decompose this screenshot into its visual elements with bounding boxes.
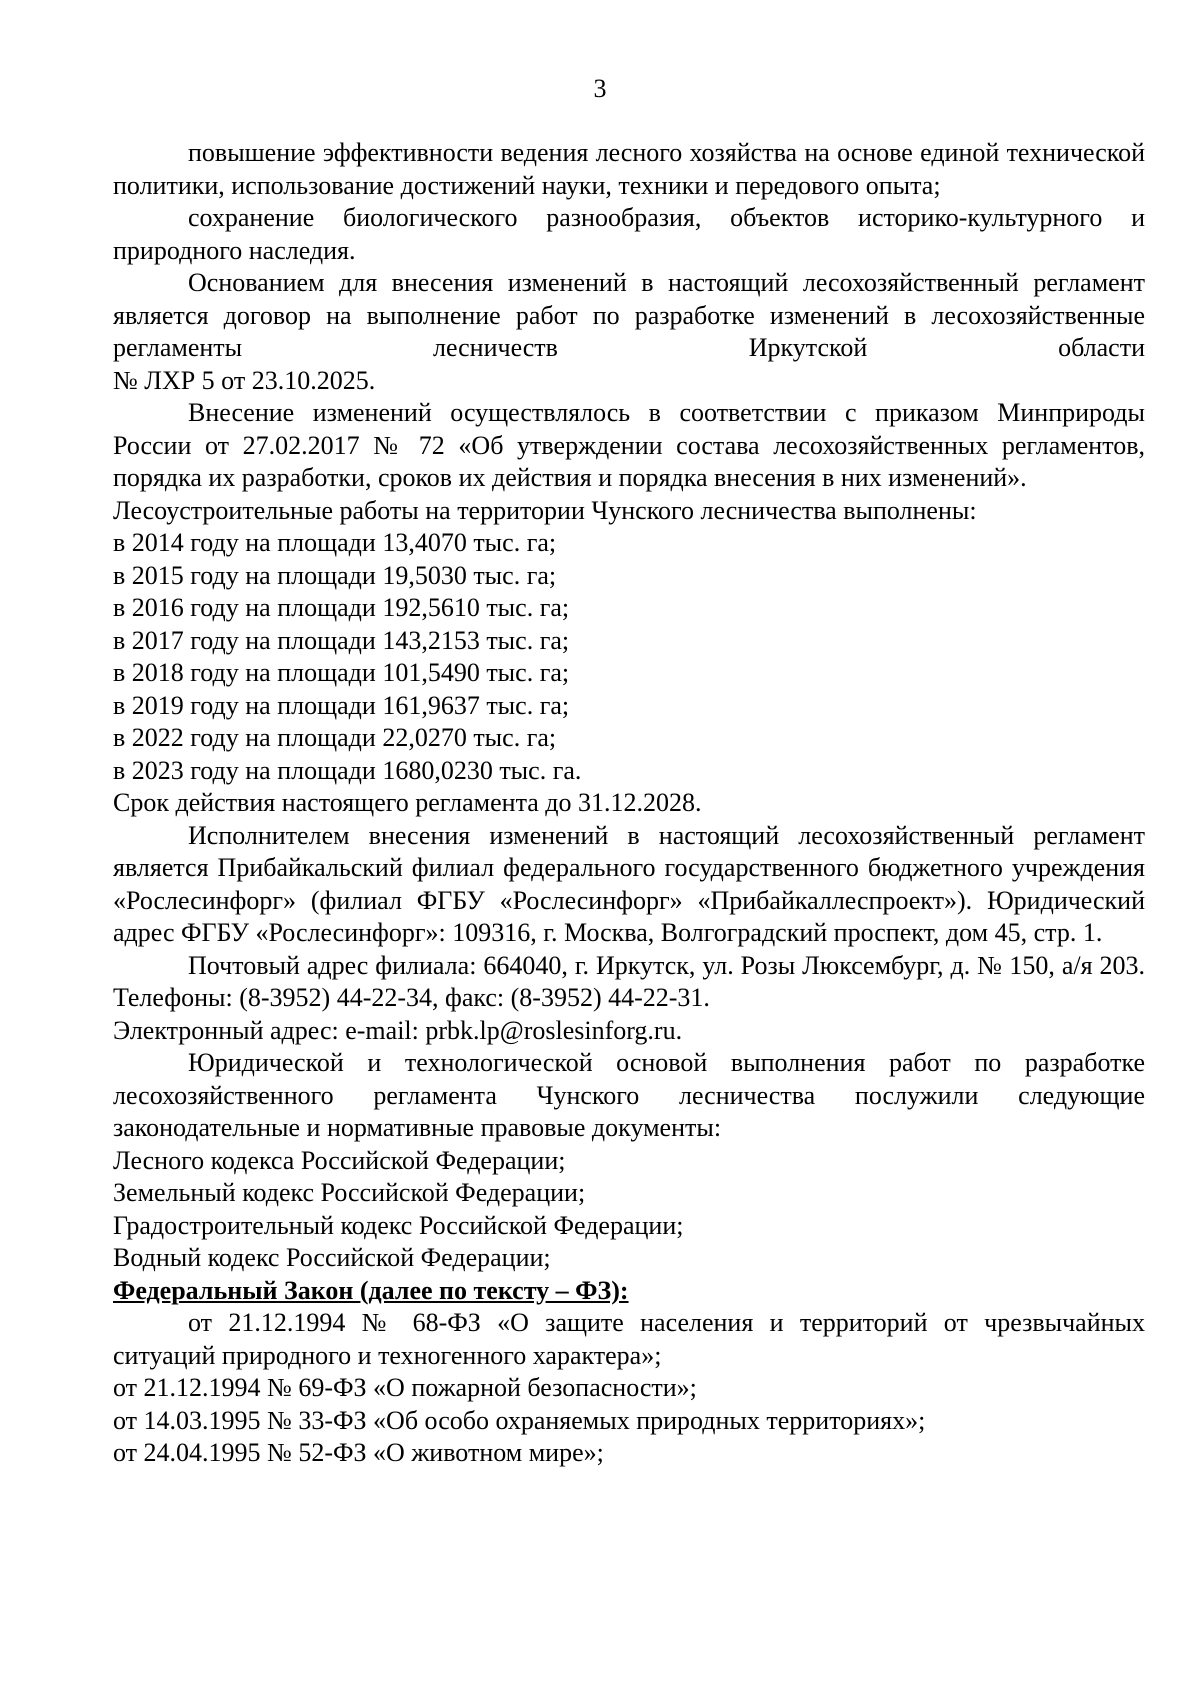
- paragraph-basis: Основанием для внесения изменений в настоящий лесохозяйственный регламент является договор на выполнение работ по разработке изменений в лесохозяйственные регламенты лесничеств Иркутской области: [113, 268, 1145, 362]
- paragraph-postal-address: Почтовый адрес филиала: 664040, г. Иркутск, ул. Розы Люксембург, д. № 150, а/я 203. Телефоны: (8-3952) 44-22-34, факс: (8-3952) 44-22-31.: [113, 950, 1145, 1012]
- survey-year-item: в 2018 году на площади 101,5490 тыс. га;: [113, 658, 570, 687]
- paragraph-legal-basis: Юридической и технологической основой выполнения работ по разработке лесохозяйственного регламента Чунского лесничества послужили следующие законодательные и нормативные правовые документы:: [113, 1048, 1145, 1142]
- federal-law-item: от 21.12.1994 № 68-ФЗ «О защите населения и территорий от чрезвычайных ситуаций природного и техногенного характера»;: [113, 1308, 1145, 1370]
- paragraph-email: Электронный адрес: e-mail: prbk.lp@roslesinforg.ru.: [113, 1015, 683, 1045]
- code-item: Градостроительный кодекс Российской Федерации;: [113, 1210, 684, 1240]
- survey-year-item: в 2014 году на площади 13,4070 тыс. га;: [113, 528, 557, 557]
- paragraph-executor: Исполнителем внесения изменений в настоящий лесохозяйственный регламент является Прибайкальский филиал федерального государственного бюджетного учреждения «Рослесинфорг» (филиал ФГБУ «Рослесинфорг» «Прибайкаллеспроект»). Юридический адрес ФГБУ «Рослесинфорг»: 109316, г. Москва, Волгоградский проспект, дом 45, стр. 1.: [113, 820, 1145, 947]
- paragraph-basis-contract-number: № ЛХР 5 от 23.10.2025.: [113, 365, 376, 395]
- paragraph-survey-intro: Лесоустроительные работы на территории Чунского лесничества выполнены:: [113, 495, 977, 525]
- federal-law-item: от 14.03.1995 № 33-ФЗ «Об особо охраняемых природных территориях»;: [113, 1405, 926, 1435]
- paragraph-efficiency: повышение эффективности ведения лесного хозяйства на основе единой технической политики, использование достижений науки, техники и передового опыта;: [113, 138, 1145, 200]
- page-number: 3: [593, 74, 607, 103]
- survey-year-item: в 2015 году на площади 19,5030 тыс. га;: [113, 560, 557, 590]
- survey-year-item: в 2017 году на площади 143,2153 тыс. га;: [113, 625, 570, 655]
- paragraph-validity: Срок действия настоящего регламента до 31.12.2028.: [113, 788, 702, 817]
- paragraph-order: Внесение изменений осуществлялось в соответствии с приказом Минприроды России от 27.02.2017 № 72 «Об утверждении состава лесохозяйственных регламентов, порядка их разработки, сроков их действия и порядка внесения в них изменений».: [113, 398, 1145, 492]
- code-item: Земельный кодекс Российской Федерации;: [113, 1178, 586, 1207]
- survey-year-item: в 2016 году на площади 192,5610 тыс. га;: [113, 593, 570, 622]
- survey-year-item: в 2023 году на площади 1680,0230 тыс. га.: [113, 755, 582, 785]
- federal-law-item: от 24.04.1995 № 52-ФЗ «О животном мире»;: [113, 1438, 604, 1467]
- code-item: Водный кодекс Российской Федерации;: [113, 1243, 551, 1272]
- federal-law-item: от 21.12.1994 № 69-ФЗ «О пожарной безопасности»;: [113, 1373, 697, 1402]
- survey-year-item: в 2022 году на площади 22,0270 тыс. га;: [113, 723, 557, 752]
- code-item: Лесного кодекса Российской Федерации;: [113, 1145, 566, 1175]
- paragraph-biodiversity: сохранение биологического разнообразия, объектов историко-культурного и природного наследия.: [113, 203, 1145, 265]
- document-body: [113, 137, 1145, 1470]
- survey-year-item: в 2019 году на площади 161,9637 тыс. га;: [113, 690, 570, 720]
- federal-law-heading: Федеральный Закон (далее по тексту – ФЗ):: [113, 1275, 629, 1305]
